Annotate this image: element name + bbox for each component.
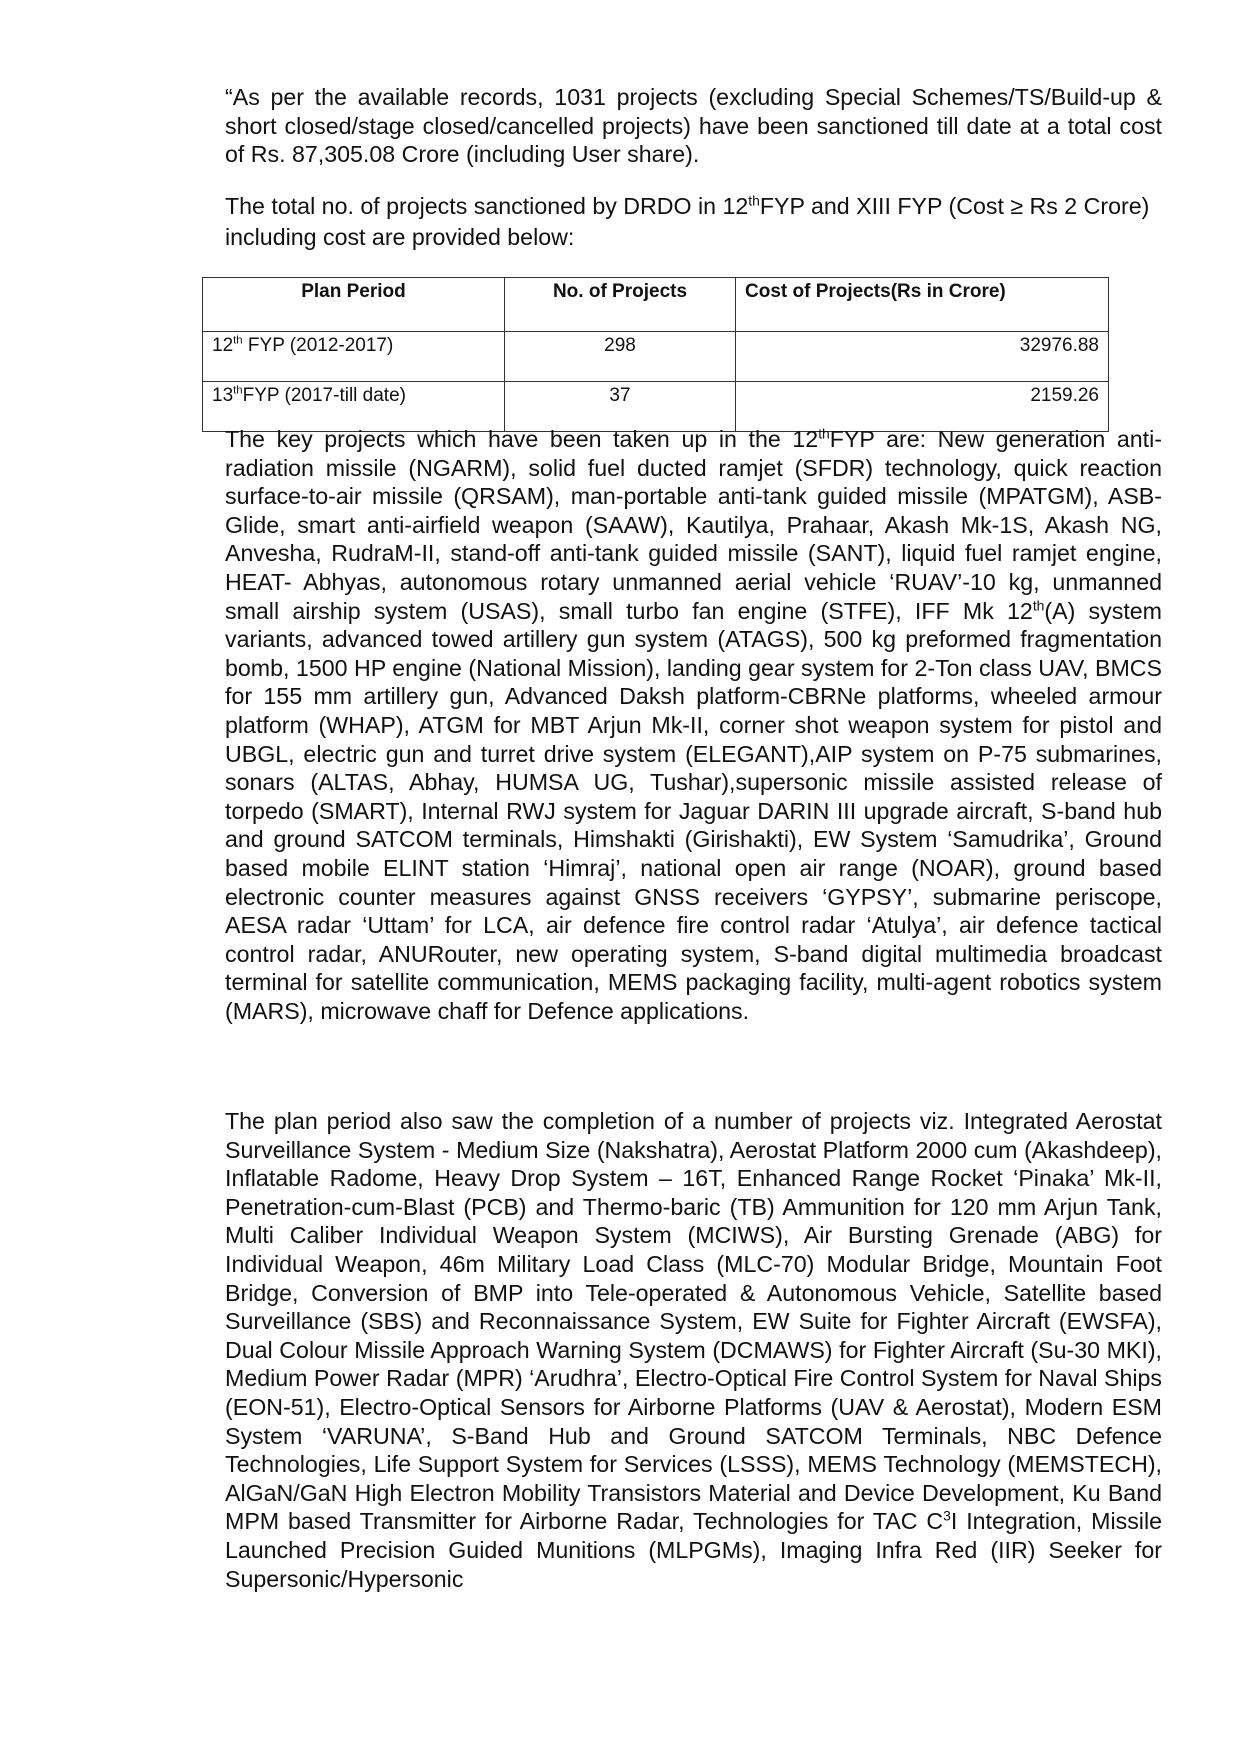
column-header-no-of-projects: No. of Projects — [505, 278, 736, 332]
superscript: th — [748, 192, 760, 209]
period-number: 13 — [212, 385, 234, 406]
table-row — [203, 382, 1109, 432]
paragraph-text: (A) system variants, advanced towed artillery gun system (ATAGS), 500 kg preformed fragmentation bomb, 1500 HP engine (National Mission), landing gear system for 2-Ton class UAV, BMCS for 155 mm artillery gun, Advanced Daksh platform-CBRNe platforms, wheeled armour platform (WHAP), ATGM for MBT Arjun Mk-II, corner shot weapon system for pistol and UBGL, electric gun and turret drive system (ELEGANT),AIP system on P-75 submarines, sonars (ALTAS, Abhay, HUMSA UG, Tushar),supersonic missile assisted release of torpedo (SMART), Internal RWJ system for Jaguar DARIN III upgrade aircraft, S-band hub and ground SATCOM terminals, Himshakti (Girishakti), EW System ‘Samudrika’, Ground based mobile ELINT station ‘Himraj’, national open air range (NOAR), ground based electronic counter measures against GNSS receivers ‘GYPSY’, submarine periscope, AESA radar ‘Uttam’ for LCA, air defence fire control radar ‘Atulya’, air defence tactical control radar, ANURouter, new operating system, S-band digital multimedia broadcast terminal for satellite communication, MEMS packaging facility, multi-agent robotics system (MARS), microwave chaff for Defence applications. — [225, 597, 1162, 1024]
period-number: 12 — [212, 335, 234, 356]
table-header-row — [203, 278, 1109, 332]
table-intro-paragraph — [225, 191, 1162, 253]
cost-cell: 32976.88 — [736, 332, 1109, 382]
plan-period-cell — [203, 382, 505, 432]
column-header-cost: Cost of Projects(Rs in Crore) — [736, 278, 1109, 332]
superscript: th — [233, 384, 243, 397]
period-text: FYP (2012-2017) — [242, 335, 394, 356]
plan-period-cell — [203, 332, 505, 382]
superscript: 3 — [943, 1507, 951, 1524]
paragraph-text: I Integration, Missile Launched Precision Guided Munitions (MLPGMs), Imaging Infra Red (IIR) Seeker for Supersonic/Hypersonic — [225, 1508, 1162, 1592]
projects-count-cell: 298 — [505, 332, 736, 382]
column-header-plan-period: Plan Period — [203, 278, 505, 332]
superscript: th — [1032, 596, 1045, 613]
paragraph-text: FYP are: New generation anti-radiation missile (NGARM), solid fuel ducted ramjet (SFDR) technology, quick reaction surface-to-air missile (QRSAM), man-portable anti-tank guided missile (MPATGM), ASB-Glide, smart anti-airfield weapon (SAAW), Kautilya, Prahaar, Akash Mk-1S, Akash NG, Anvesha, RudraM-II, stand-off anti-tank guided missile (SANT), liquid fuel ramjet engine, HEAT- Abhyas, autonomous rotary unmanned aerial vehicle ‘RUAV’-10 kg, unmanned small airship system (USAS), small turbo fan engine (STFE), IFF Mk 12 — [225, 426, 1162, 624]
superscript: th — [818, 425, 830, 442]
paragraph-text: The plan period also saw the completion of a number of projects viz. Integrated Aerostat Surveillance System - Medium Size (Nakshatra), Aerostat Platform 2000 cum (Akashdeep), Inflatable Radome, Heavy Drop System – 16T, Enhanced Range Rocket ‘Pinaka’ Mk-II, Penetration-cum-Blast (PCB) and Thermo-baric (TB) Ammunition for 120 mm Arjun Tank, Multi Caliber Individual Weapon System (MCIWS), Air Bursting Grenade (ABG) for Individual Weapon, 46m Military Load Class (MLC-70) Modular Bridge, Mountain Foot Bridge, Conversion of BMP into Tele-operated & Autonomous Vehicle, Satellite based Surveillance (SBS) and Reconnaissance System, EW Suite for Fighter Aircraft (EWSFA), Dual Colour Missile Approach Warning System (DCMAWS) for Fighter Aircraft (Su-30 MKI), Medium Power Radar (MPR) ‘Arudhra’, Electro-Optical Fire Control System for Naval Ships (EON-51), Electro-Optical Sensors for Airborne Platforms (UAV & Aerostat), Modern ESM System ‘VARUNA’, S-Band Hub and Ground SATCOM Terminals, NBC Defence Technologies, Life Support System for Services (LSSS), MEMS Technology (MEMSTECH), AlGaN/GaN High Electron Mobility Transistors Material and Device Development, Ku Band MPM based Transmitter for Airborne Radar, Technologies for TAC C — [225, 1108, 1162, 1535]
paragraph-text: The key projects which have been taken up in the 12 — [225, 426, 819, 452]
period-text: FYP (2017-till date) — [242, 385, 406, 406]
intro-paragraph: “As per the available records, 1031 projects (excluding Special Schemes/TS/Build-up & short closed/stage closed/cancelled projects) have been sanctioned till date at a total cost of Rs. 87,305.08 Crore (including User share). — [225, 84, 1162, 168]
superscript: th — [233, 334, 243, 347]
projects-table — [202, 277, 1109, 432]
cost-cell: 2159.26 — [736, 382, 1109, 432]
completed-projects-paragraph — [225, 1107, 1162, 1593]
key-projects-paragraph — [225, 425, 1162, 1025]
table-row — [203, 332, 1109, 382]
table-intro-text: The total no. of projects sanctioned by DRDO in 12 — [225, 193, 749, 219]
projects-count-cell: 37 — [505, 382, 736, 432]
table-intro-text: FYP and XIII FYP (Cost ≥ Rs 2 Crore) including cost are provided below: — [225, 193, 1150, 250]
